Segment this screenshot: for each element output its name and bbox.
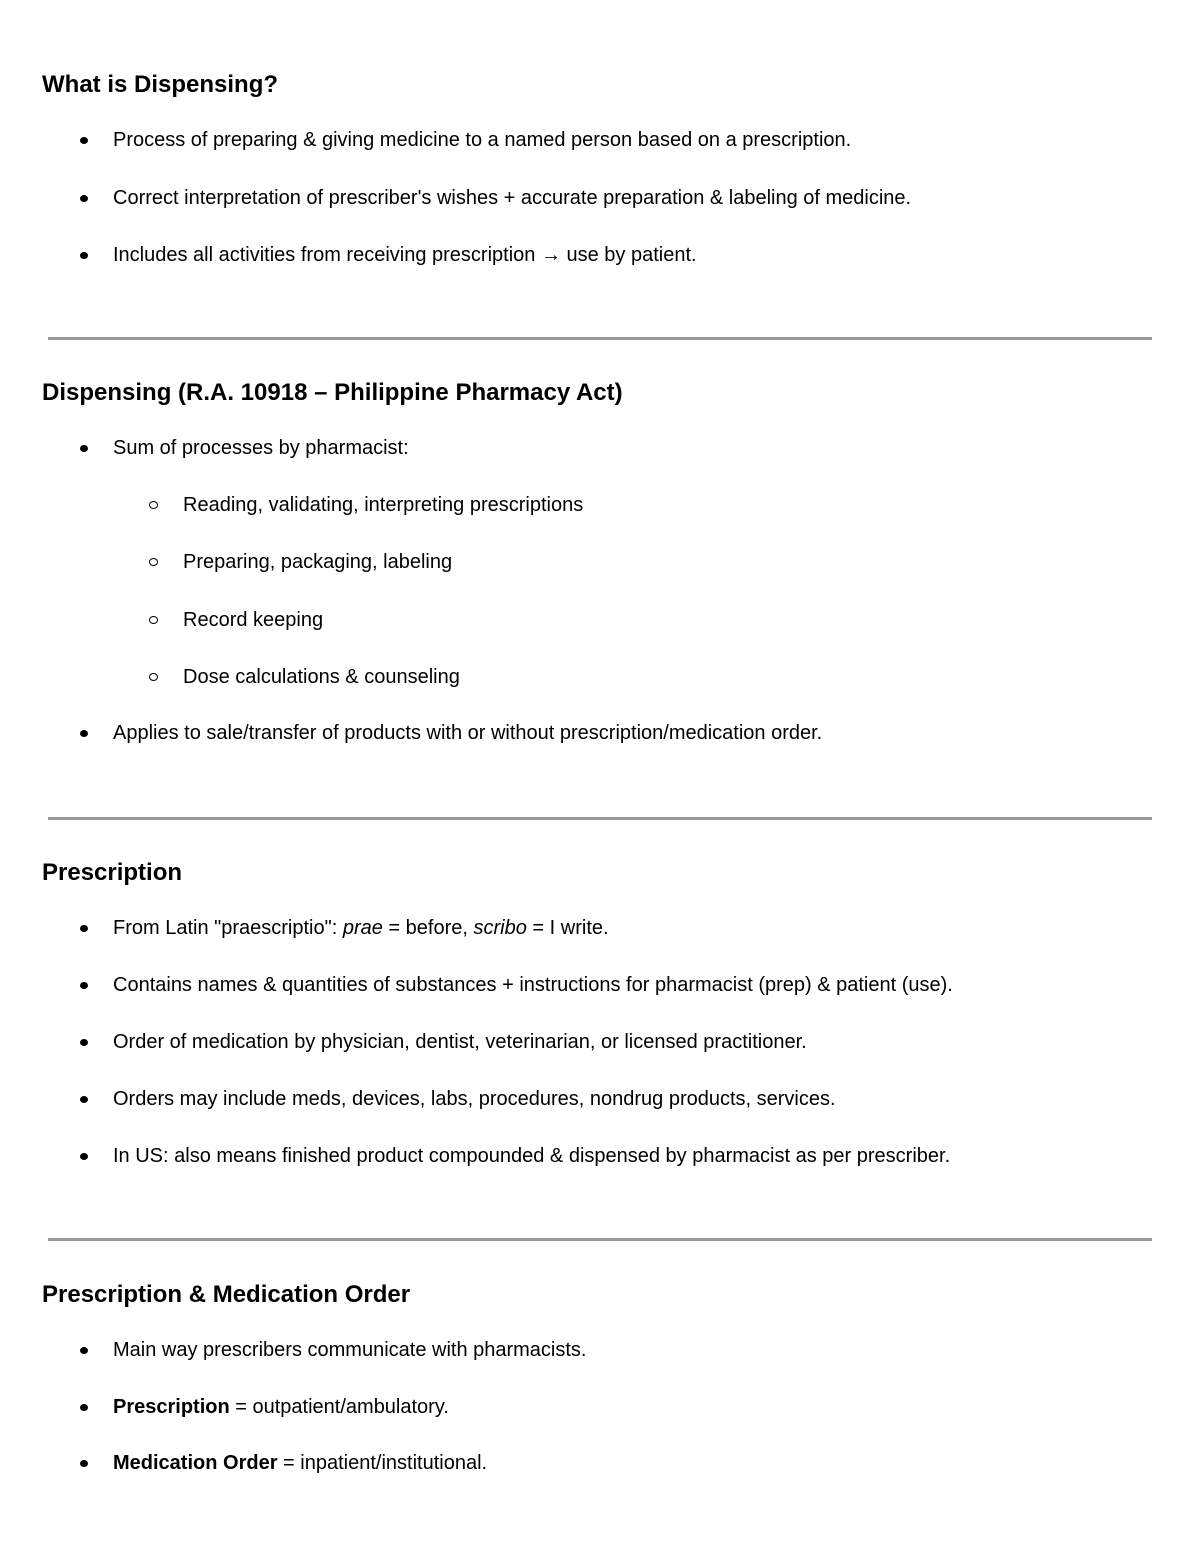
list-item: Correct interpretation of prescriber's wishes + accurate preparation & labeling of medicine.: [113, 187, 912, 209]
bullet-icon: [80, 445, 88, 452]
definition-inpatient: = inpatient/institutional.: [277, 1452, 488, 1474]
horizontal-divider: [48, 817, 1152, 820]
list-item: Applies to sale/transfer of products with or without prescription/medication order.: [113, 722, 823, 744]
definition-outpatient: = outpatient/ambulatory.: [229, 1396, 449, 1418]
section-heading-prescription: Prescription: [42, 859, 183, 886]
bullet-icon: [80, 1404, 88, 1411]
bullet-icon: [80, 730, 88, 737]
section-heading-what-is-dispensing: What is Dispensing?: [42, 71, 279, 98]
sub-list-item: Dose calculations & counseling: [183, 666, 460, 688]
bullet-icon: [80, 1347, 88, 1354]
list-item: Process of preparing & giving medicine to a named person based on a prescription.: [113, 129, 852, 151]
sub-bullet-icon: [149, 673, 158, 681]
latin-meaning-before: = before,: [382, 917, 474, 939]
sub-bullet-icon: [149, 558, 158, 566]
latin-meaning-i-write: = I write.: [526, 917, 609, 939]
bullet-icon: [80, 1096, 88, 1103]
list-item-latin-origin: [113, 916, 609, 940]
sub-list-item: Preparing, packaging, labeling: [183, 551, 453, 573]
list-item: Contains names & quantities of substances + instructions for pharmacist (prep) & patient (use).: [113, 974, 953, 996]
latin-word-scribo: scribo: [473, 917, 527, 939]
bullet-icon: [80, 137, 88, 144]
list-item: Includes all activities from receiving prescription → use by patient.: [113, 244, 697, 266]
list-item: Orders may include meds, devices, labs, procedures, nondrug products, services.: [113, 1088, 836, 1110]
list-item: Main way prescribers communicate with pharmacists.: [113, 1339, 587, 1361]
bullet-icon: [80, 252, 88, 259]
sub-bullet-icon: [149, 616, 158, 624]
list-item-prescription-definition: [113, 1395, 449, 1419]
term-prescription: Prescription: [113, 1396, 230, 1418]
bullet-icon: [80, 982, 88, 989]
sub-bullet-icon: [149, 501, 158, 509]
sub-list-item: Record keeping: [183, 609, 324, 631]
bullet-icon: [80, 1153, 88, 1160]
latin-word-prae: prae: [342, 917, 383, 939]
list-item: Sum of processes by pharmacist:: [113, 437, 409, 459]
horizontal-divider: [48, 1238, 1152, 1241]
bullet-icon: [80, 1460, 88, 1467]
list-item: Order of medication by physician, dentist, veterinarian, or licensed practitioner.: [113, 1031, 807, 1053]
bullet-icon: [80, 195, 88, 202]
horizontal-divider: [48, 337, 1152, 340]
bullet-icon: [80, 1039, 88, 1046]
sub-list-item: Reading, validating, interpreting prescriptions: [183, 494, 584, 516]
list-item: In US: also means finished product compounded & dispensed by pharmacist as per prescriber.: [113, 1145, 951, 1167]
latin-origin-text: From Latin "praescriptio":: [113, 917, 343, 939]
section-heading-dispensing-ra-10918: Dispensing (R.A. 10918 – Philippine Pharmacy Act): [42, 379, 623, 406]
list-item-medication-order-definition: [113, 1451, 487, 1475]
section-heading-prescription-medication-order: Prescription & Medication Order: [42, 1281, 411, 1308]
term-medication-order: Medication Order: [113, 1452, 278, 1474]
bullet-icon: [80, 925, 88, 932]
